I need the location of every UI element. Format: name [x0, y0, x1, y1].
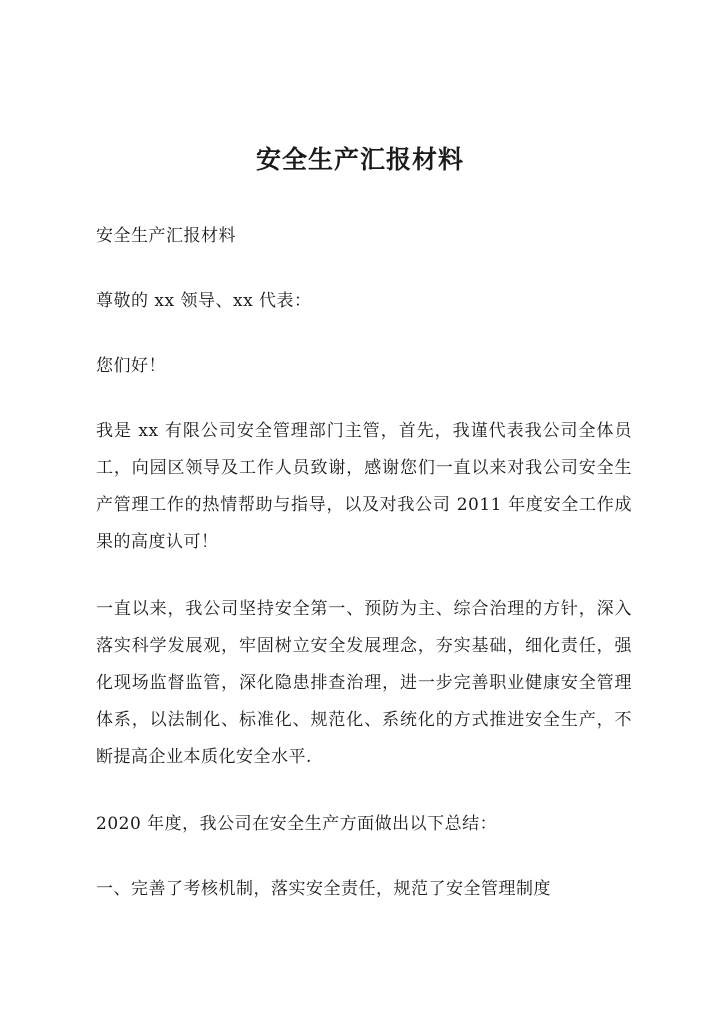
document-title: 安全生产汇报材料 — [255, 145, 464, 174]
section-heading-1: 一、完善了考核机制，落实安全责任，规范了安全管理制度 — [96, 879, 551, 899]
intro-paragraph: 我是 xx 有限公司安全管理部门主管，首先，我谨代表我公司全体员工，向园区领导及工作人员致谢，感谢您们一直以来对我公司安全生产管理工作的热情帮助与指导，以及对我公司 2011 年度安全工作成果的高度认可！ — [96, 421, 632, 552]
greeting-paragraph: 您们好！ — [96, 356, 166, 376]
subtitle-paragraph: 安全生产汇报材料 — [96, 226, 236, 246]
salutation-paragraph: 尊敬的 xx 领导、xx 代表： — [96, 291, 312, 311]
policy-paragraph: 一直以来，我公司坚持安全第一、预防为主、综合治理的方针，深入落实科学发展观，牢固树立安全发展理念，夯实基础，细化责任，强化现场监督监管，深化隐患排查治理，进一步完善职业健康安全管理体系，以法制化、标准化、规范化、系统化的方式推进安全生产，不断提高企业本质化安全水平. — [96, 599, 632, 767]
document-body — [96, 218, 632, 936]
summary-intro-paragraph: 2020 年度，我公司在安全生产方面做出以下总结： — [96, 814, 498, 834]
